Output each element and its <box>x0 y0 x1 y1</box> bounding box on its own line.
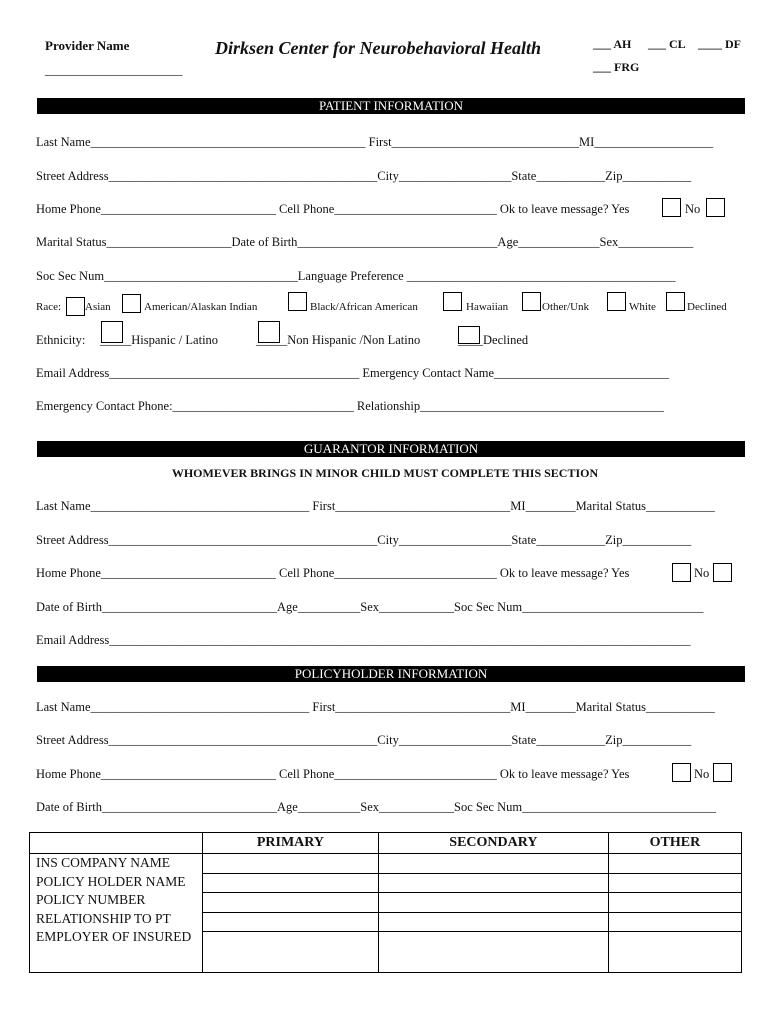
ethnicity-non-label: _____Non Hispanic /Non Latino <box>256 333 421 347</box>
secondary-relationship-cell[interactable] <box>379 913 608 933</box>
race-black-label: Black/African American <box>310 301 418 313</box>
guarantor-name-line[interactable]: Last Name___________________________________ First____________________________MI________Marital Status___________ <box>36 499 715 513</box>
policy-holder-label: POLICY HOLDER NAME <box>36 873 186 889</box>
employer-label: EMPLOYER OF INSURED <box>36 929 192 944</box>
race-white-checkbox[interactable] <box>607 292 626 311</box>
provider-name-label: Provider Name <box>45 38 130 53</box>
other-ins-company-cell[interactable] <box>609 854 741 874</box>
provider-name-field[interactable]: ______________________ <box>45 63 183 77</box>
patient-marital-line[interactable]: Marital Status____________________Date of Birth________________________________Age_____________Sex____________ <box>36 235 694 249</box>
relationship-label: RELATIONSHIP TO PT <box>36 910 171 926</box>
ethnicity-label: Ethnicity: <box>36 333 86 347</box>
race-other-label: Other/Unk <box>542 301 590 313</box>
guarantor-msg-no-label: No <box>694 566 710 580</box>
primary-policy-holder-cell[interactable] <box>203 874 378 894</box>
race-other-checkbox[interactable] <box>522 292 541 311</box>
other-header: OTHER <box>608 833 741 854</box>
guarantor-msg-yes-checkbox[interactable] <box>672 563 691 582</box>
insurance-table <box>29 832 742 973</box>
patient-address-line[interactable]: Street Address___________________________________________City__________________State___________Zip___________ <box>36 169 692 183</box>
race-asian-checkbox[interactable] <box>66 297 85 316</box>
race-white-label: White <box>629 301 656 313</box>
race-black-checkbox[interactable] <box>288 292 307 311</box>
race-declined-checkbox[interactable] <box>666 292 685 311</box>
policyholder-section-bar: POLICYHOLDER INFORMATION <box>37 666 745 682</box>
guarantor-email-line[interactable]: Email Address_____________________________________________________________________________________________ <box>36 633 691 647</box>
secondary-policy-number-cell[interactable] <box>379 893 608 913</box>
insurance-row-labels <box>30 854 203 973</box>
policy-number-label: POLICY NUMBER <box>36 892 146 907</box>
race-declined-label: Declined <box>687 301 727 313</box>
insurance-header-row <box>30 833 742 854</box>
cl-option[interactable]: ___ CL <box>648 37 686 51</box>
policyholder-msg-yes-checkbox[interactable] <box>672 763 691 782</box>
patient-msg-no-checkbox[interactable] <box>706 198 725 217</box>
secondary-ins-company-cell[interactable] <box>379 854 608 874</box>
other-relationship-cell[interactable] <box>609 913 741 933</box>
policyholder-dob-line[interactable]: Date of Birth____________________________Age__________Sex____________Soc Sec Num_______________________________ <box>36 800 716 814</box>
policyholder-msg-no-checkbox[interactable] <box>713 763 732 782</box>
policyholder-phone-line[interactable]: Home Phone____________________________ Cell Phone__________________________ Ok to leave message? Yes <box>36 767 630 781</box>
other-policy-number-cell[interactable] <box>609 893 741 913</box>
primary-relationship-cell[interactable] <box>203 913 378 933</box>
secondary-header: SECONDARY <box>378 833 608 854</box>
other-policy-holder-cell[interactable] <box>609 874 741 894</box>
race-asian-label: Asian <box>85 301 111 313</box>
ins-company-label: INS COMPANY NAME <box>36 855 171 870</box>
primary-column[interactable] <box>203 854 379 973</box>
race-hawaiian-label: Hawaiian <box>466 301 509 313</box>
primary-ins-company-cell[interactable] <box>203 854 378 874</box>
policyholder-name-line[interactable]: Last Name___________________________________ First____________________________MI________Marital Status___________ <box>36 700 715 714</box>
df-option[interactable]: ____ DF <box>698 37 741 51</box>
guarantor-subtitle: WHOMEVER BRINGS IN MINOR CHILD MUST COMPLETE THIS SECTION <box>171 466 599 480</box>
guarantor-msg-no-checkbox[interactable] <box>713 563 732 582</box>
patient-name-line[interactable]: Last Name____________________________________________ First______________________________MI___________________ <box>36 135 714 149</box>
ethnicity-declined-label: ____Declined <box>458 333 529 347</box>
guarantor-address-line[interactable]: Street Address___________________________________________City__________________State___________Zip___________ <box>36 533 692 547</box>
race-label: Race: <box>36 301 62 313</box>
policyholder-msg-no-label: No <box>694 767 710 781</box>
race-amer-label: American/Alaskan Indian <box>144 301 258 313</box>
frg-option[interactable]: ___ FRG <box>593 60 640 74</box>
insurance-corner-cell <box>30 833 203 854</box>
patient-phone-line[interactable]: Home Phone____________________________ Cell Phone__________________________ Ok to leave message? Yes <box>36 202 630 216</box>
patient-msg-yes-checkbox[interactable] <box>662 198 681 217</box>
guarantor-dob-line[interactable]: Date of Birth____________________________Age__________Sex____________Soc Sec Num_____________________________ <box>36 600 704 614</box>
patient-emergency-line[interactable]: Emergency Contact Phone:_____________________________ Relationship_______________________________________ <box>36 399 664 413</box>
secondary-column[interactable] <box>378 854 608 973</box>
primary-header: PRIMARY <box>203 833 379 854</box>
primary-policy-number-cell[interactable] <box>203 893 378 913</box>
page-title: Dirksen Center for Neurobehavioral Health <box>215 38 542 58</box>
patient-email-line[interactable]: Email Address________________________________________ Emergency Contact Name____________________________ <box>36 366 670 380</box>
secondary-policy-holder-cell[interactable] <box>379 874 608 894</box>
race-amer-checkbox[interactable] <box>122 294 141 313</box>
policyholder-address-line[interactable]: Street Address___________________________________________City__________________State___________Zip___________ <box>36 733 692 747</box>
patient-ssn-line[interactable]: Soc Sec Num_______________________________Language Preference ___________________________________________ <box>36 269 676 283</box>
ethnicity-hispanic-label: _____Hispanic / Latino <box>100 333 219 347</box>
guarantor-phone-line[interactable]: Home Phone____________________________ Cell Phone__________________________ Ok to leave message? Yes <box>36 566 630 580</box>
insurance-body-row <box>30 854 742 973</box>
race-hawaiian-checkbox[interactable] <box>443 292 462 311</box>
other-column[interactable] <box>608 854 741 973</box>
ah-option[interactable]: ___ AH <box>593 37 632 51</box>
guarantor-section-bar: GUARANTOR INFORMATION <box>37 441 745 457</box>
patient-section-bar: PATIENT INFORMATION <box>37 98 745 114</box>
patient-msg-no-label: No <box>685 202 701 216</box>
